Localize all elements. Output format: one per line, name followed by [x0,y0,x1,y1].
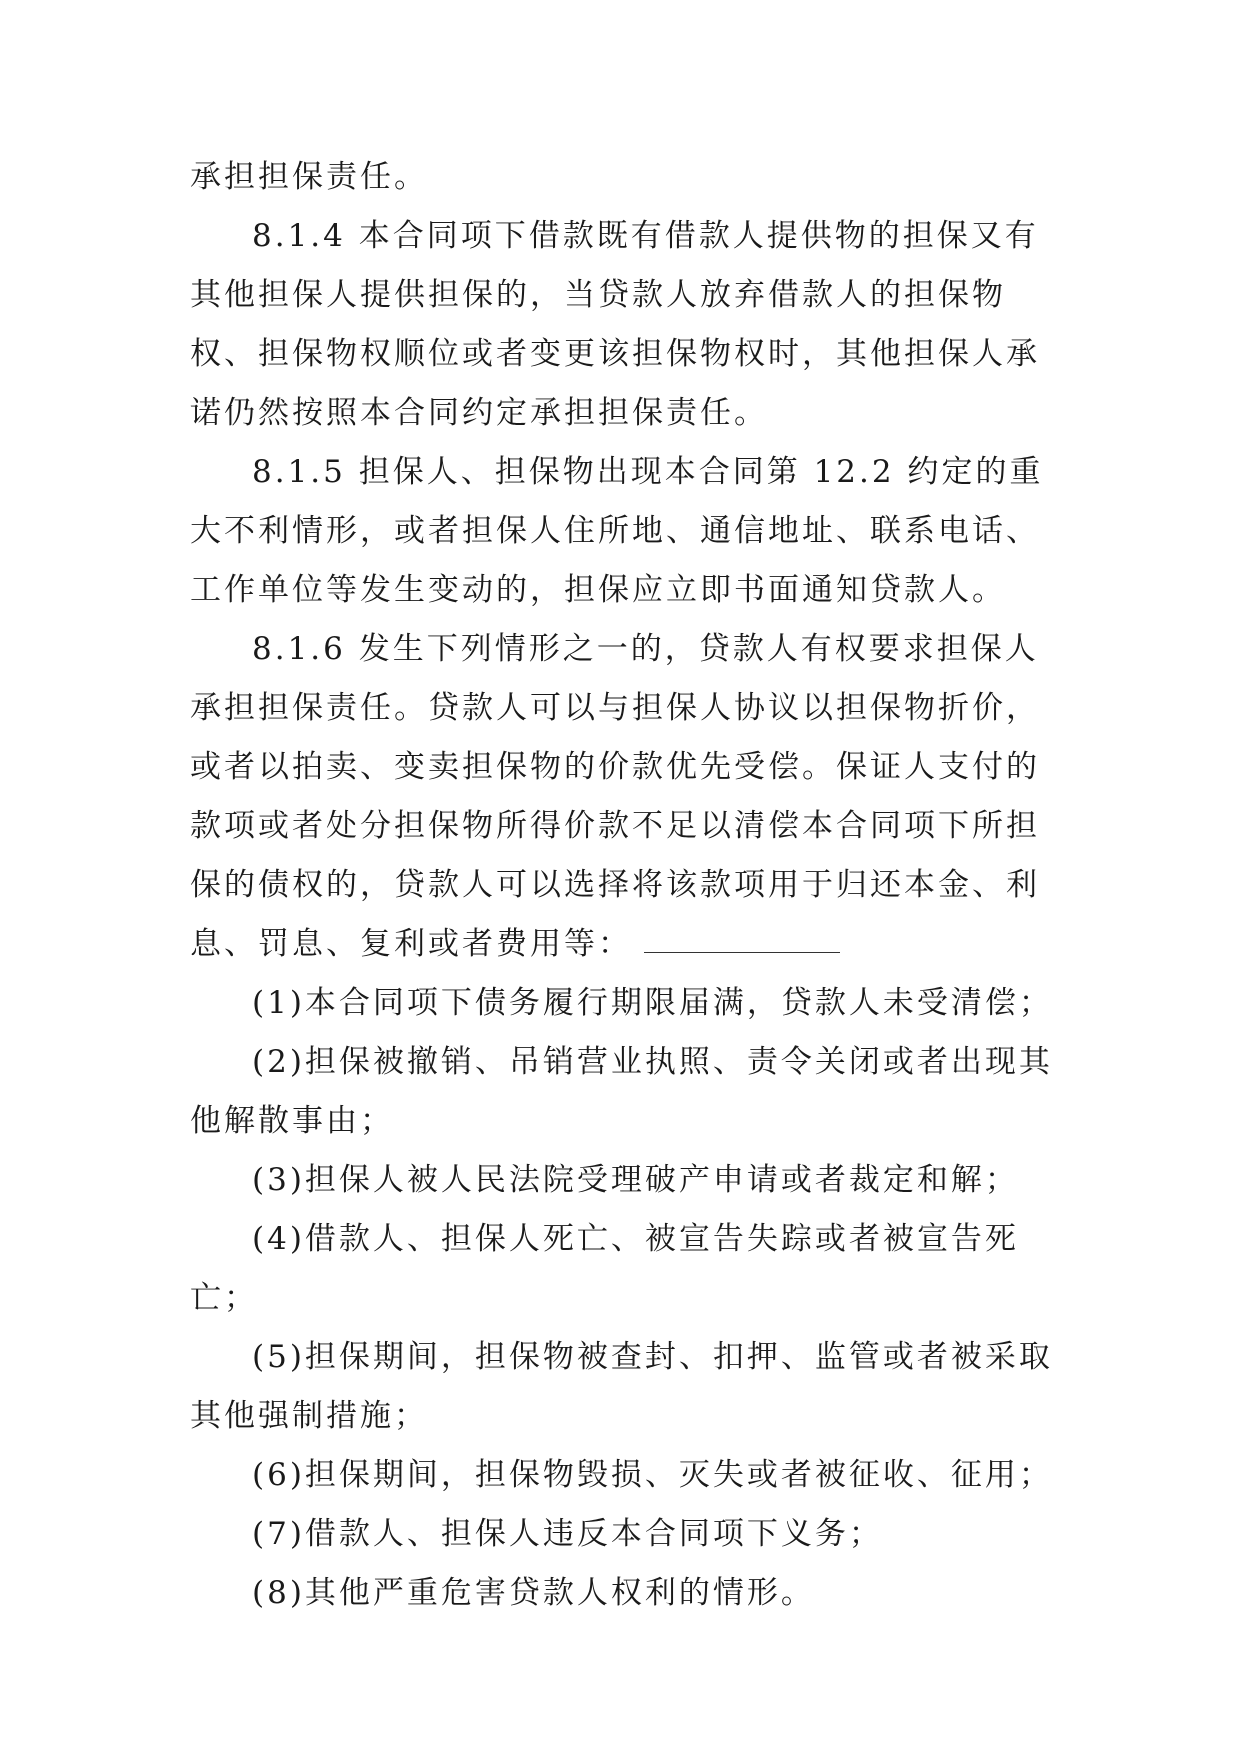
clause-8-1-6-text: 8.1.6 发生下列情形之一的，贷款人有权要求担保人承担担保责任。贷款人可以与担保人协议以担保物折价，或者以拍卖、变卖担保物的价款优先受偿。保证人支付的款项或者处分担保物所得价款不足以清偿本合同项下所担保的债权的，贷款人可以选择将该款项用于归还本金、利息、罚息、复利或者费用等： [190,631,1040,962]
item-7: (7)借款人、担保人违反本合同项下义务； [252,1516,883,1552]
paragraph-continuation: 承担担保责任。 [190,159,428,195]
item-1: (1)本合同项下债务履行期限届满，贷款人未受清偿； [252,985,1053,1021]
item-4: (4)借款人、担保人死亡、被宣告失踪或者被宣告死亡； [190,1221,1019,1316]
fill-in-blank-line [644,951,840,953]
clause-8-1-6 [190,620,1060,974]
item-6: (6)担保期间，担保物毁损、灭失或者被征收、征用； [252,1457,1053,1493]
item-8: (8)其他严重危害贷款人权利的情形。 [252,1575,815,1611]
clause-8-1-4: 8.1.4 本合同项下借款既有借款人提供物的担保又有其他担保人提供担保的，当贷款人放弃借款人的担保物权、担保物权顺位或者变更该担保物权时，其他担保人承诺仍然按照本合同约定承担担保责任。 [190,218,1040,431]
clause-8-1-5: 8.1.5 担保人、担保物出现本合同第 12.2 约定的重大不利情形，或者担保人住所地、通信地址、联系电话、工作单位等发生变动的，担保应立即书面通知贷款人。 [190,454,1044,608]
contract-body [190,148,1060,1623]
item-5: (5)担保期间，担保物被查封、扣押、监管或者被采取其他强制措施； [190,1339,1053,1434]
item-3: (3)担保人被人民法院受理破产申请或者裁定和解； [252,1162,1019,1198]
item-2: (2)担保被撤销、吊销营业执照、责令关闭或者出现其他解散事由； [190,1044,1053,1139]
